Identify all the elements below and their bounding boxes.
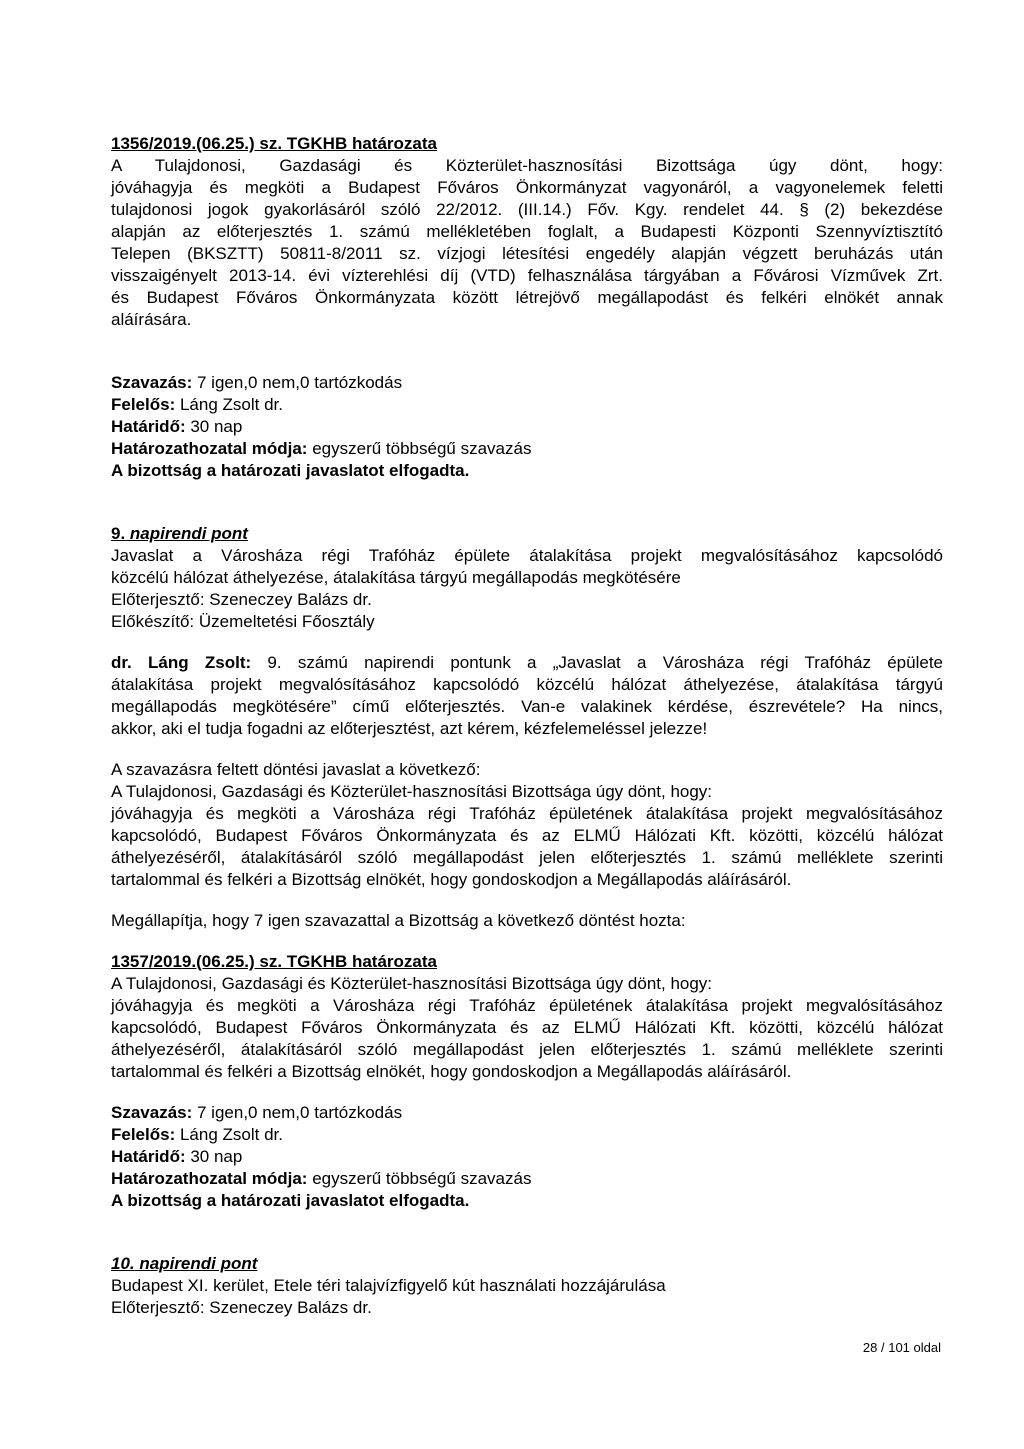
decision-method-label: Határozathozatal módja:	[111, 1169, 308, 1188]
resolution-header: 1357/2019.(06.25.) sz. TGKHB határozata	[111, 952, 437, 971]
resolution-1356	[111, 133, 943, 331]
responsible-label: Felelős:	[111, 1125, 176, 1144]
speech-line: átalakítása projekt megvalósításához kapcsolódó közcélú hálózat áthelyezése, átalakítása tárgyú	[111, 675, 943, 694]
finding: Megállapítja, hogy 7 igen szavazattal a Bizottság a következő döntést hozta:	[111, 911, 686, 930]
resolution-1357	[111, 951, 943, 1083]
agenda-heading	[111, 1253, 943, 1275]
responsible-value: Láng Zsolt dr.	[175, 395, 283, 414]
agenda-heading	[111, 523, 943, 545]
deadline-label: Határidő:	[111, 417, 186, 436]
decision-method-value: egyszerű többségű szavazás	[307, 439, 532, 458]
proposal-line: jóváhagyja és megköti a Városháza régi Trafóház épületének átalakítása projekt megvalósításához	[111, 804, 943, 823]
agenda-subject-line: Javaslat a Városháza régi Trafóház épülete átalakítása projekt megvalósításához kapcsolódó	[111, 546, 943, 565]
resolution-line: visszaigényelt 2013-14. évi vízterehlési díj (VTD) felhasználása tárgyában a Fővárosi Vízművek Zrt.	[111, 266, 943, 285]
resolution-line: jóváhagyja és megköti a Városháza régi Trafóház épületének átalakítása projekt megvalósításához	[111, 996, 943, 1015]
speaker-name: dr. Láng Zsolt:	[111, 653, 252, 672]
presenter: Előterjesztő: Szeneczey Balázs dr.	[111, 590, 372, 609]
resolution-line: aláírására.	[111, 310, 192, 329]
resolution-line: tartalommal és felkéri a Bizottság elnökét, hogy gondoskodjon a Megállapodás aláírásáról.	[111, 1062, 792, 1081]
speech-fragment: 9. számú napirendi pontunk a „Javaslat a Városháza régi Trafóház épülete	[251, 653, 943, 672]
resolution-text	[111, 155, 943, 331]
resolution-line: jóváhagyja és megköti a Budapest Főváros Önkormányzat vagyonáról, a vagyonelemek feletti	[111, 178, 943, 197]
deadline-label: Határidő:	[111, 1147, 186, 1166]
responsible	[111, 1124, 943, 1146]
agenda-subject: Budapest XI. kerület, Etele téri talajvízfigyelő kút használati hozzájárulása	[111, 1276, 666, 1295]
responsible-value: Láng Zsolt dr.	[175, 1125, 283, 1144]
responsible-label: Felelős:	[111, 395, 176, 414]
agenda-number: 9.	[111, 524, 126, 543]
decision-method-value: egyszerű többségű szavazás	[307, 1169, 532, 1188]
deadline	[111, 416, 943, 438]
resolution-line: A Tulajdonosi, Gazdasági és Közterület-hasznosítási Bizottsága úgy dönt, hogy:	[111, 156, 943, 175]
speech-line: akkor, aki el tudja fogadni az előterjesztést, azt kérem, kézfelemeléssel jelezze!	[111, 719, 708, 738]
resolution-text	[111, 995, 943, 1083]
resolution-line: alapján az előterjesztés 1. számú mellékletében foglalt, a Budapesti Központi Szennyvíztisztító	[111, 222, 943, 241]
resolution-line: áthelyezéséről, átalakításáról szóló megállapodást jelen előterjesztés 1. számú melléklete szerinti	[111, 1040, 943, 1059]
vote-block-1	[111, 372, 943, 482]
proposal-line: áthelyezéséről, átalakításáról szóló megállapodást jelen előterjesztés 1. számú melléklete szerinti	[111, 848, 943, 867]
responsible	[111, 394, 943, 416]
agenda-title: napirendi pont	[139, 1254, 258, 1273]
document-page	[111, 133, 943, 1319]
proposal	[111, 759, 943, 891]
decision-method-label: Határozathozatal módja:	[111, 439, 308, 458]
speech-line	[111, 652, 943, 674]
agenda-title: napirendi pont	[129, 524, 248, 543]
proposal-line: tartalommal és felkéri a Bizottság elnökét, hogy gondoskodjon a Megállapodás aláírásáról.	[111, 870, 792, 889]
decision-method	[111, 438, 943, 460]
agenda-item-10	[111, 1253, 943, 1319]
vote-label: Szavazás:	[111, 373, 193, 392]
vote-value: 7 igen,0 nem,0 tartózkodás	[192, 373, 403, 392]
vote-label: Szavazás:	[111, 1103, 193, 1122]
presenter: Előterjesztő: Szeneczey Balázs dr.	[111, 1298, 372, 1317]
agenda-item-9	[111, 523, 943, 633]
page-number: 28 / 101 oldal	[862, 1340, 941, 1355]
agenda-subject-line: közcélú hálózat áthelyezése, átalakítása tárgyú megállapodás megkötésére	[111, 568, 681, 587]
speech	[111, 652, 943, 740]
deadline-value: 30 nap	[185, 1147, 243, 1166]
proposal-intro: A szavazásra feltett döntési javaslat a következő:	[111, 760, 481, 779]
proposal-line: A Tulajdonosi, Gazdasági és Közterület-hasznosítási Bizottsága úgy dönt, hogy:	[111, 782, 713, 801]
decision-method	[111, 1168, 943, 1190]
agenda-subject	[111, 545, 943, 589]
vote-block-2	[111, 1102, 943, 1212]
resolution-line: A Tulajdonosi, Gazdasági és Közterület-hasznosítási Bizottsága úgy dönt, hogy:	[111, 974, 713, 993]
speech-line: megállapodás megkötésére” című előterjesztés. Van-e valakinek kérdése, észrevétele? Ha nincs,	[111, 697, 943, 716]
preparer: Előkészítő: Üzemeltetési Főosztály	[111, 612, 375, 631]
resolution-line: és Budapest Főváros Önkormányzata között létrejövő megállapodást és felkéri elnökét annak	[111, 288, 943, 307]
resolution-line: Telepen (BKSZTT) 50811-8/2011 sz. vízjogi létesítési engedély alapján végzett beruházás után	[111, 244, 943, 263]
vote-count	[111, 1102, 943, 1124]
vote-result: A bizottság a határozati javaslatot elfogadta.	[111, 1191, 470, 1210]
deadline-value: 30 nap	[185, 417, 243, 436]
speech-text	[111, 652, 943, 740]
resolution-line: kapcsolódó, Budapest Főváros Önkormányzata és az ELMŰ Hálózati Kft. közötti, közcélú hálózat	[111, 1018, 943, 1037]
resolution-line: tulajdonosi jogok gyakorlásáról szóló 22/2012. (III.14.) Főv. Kgy. rendelet 44. § (2) bekezdése	[111, 200, 943, 219]
resolution-header: 1356/2019.(06.25.) sz. TGKHB határozata	[111, 134, 437, 153]
agenda-number: 10.	[111, 1254, 135, 1273]
vote-result: A bizottság a határozati javaslatot elfogadta.	[111, 461, 470, 480]
proposal-text	[111, 803, 943, 891]
vote-value: 7 igen,0 nem,0 tartózkodás	[192, 1103, 403, 1122]
deadline	[111, 1146, 943, 1168]
vote-count	[111, 372, 943, 394]
proposal-line: kapcsolódó, Budapest Főváros Önkormányzata és az ELMŰ Hálózati Kft. közötti, közcélú hálózat	[111, 826, 943, 845]
